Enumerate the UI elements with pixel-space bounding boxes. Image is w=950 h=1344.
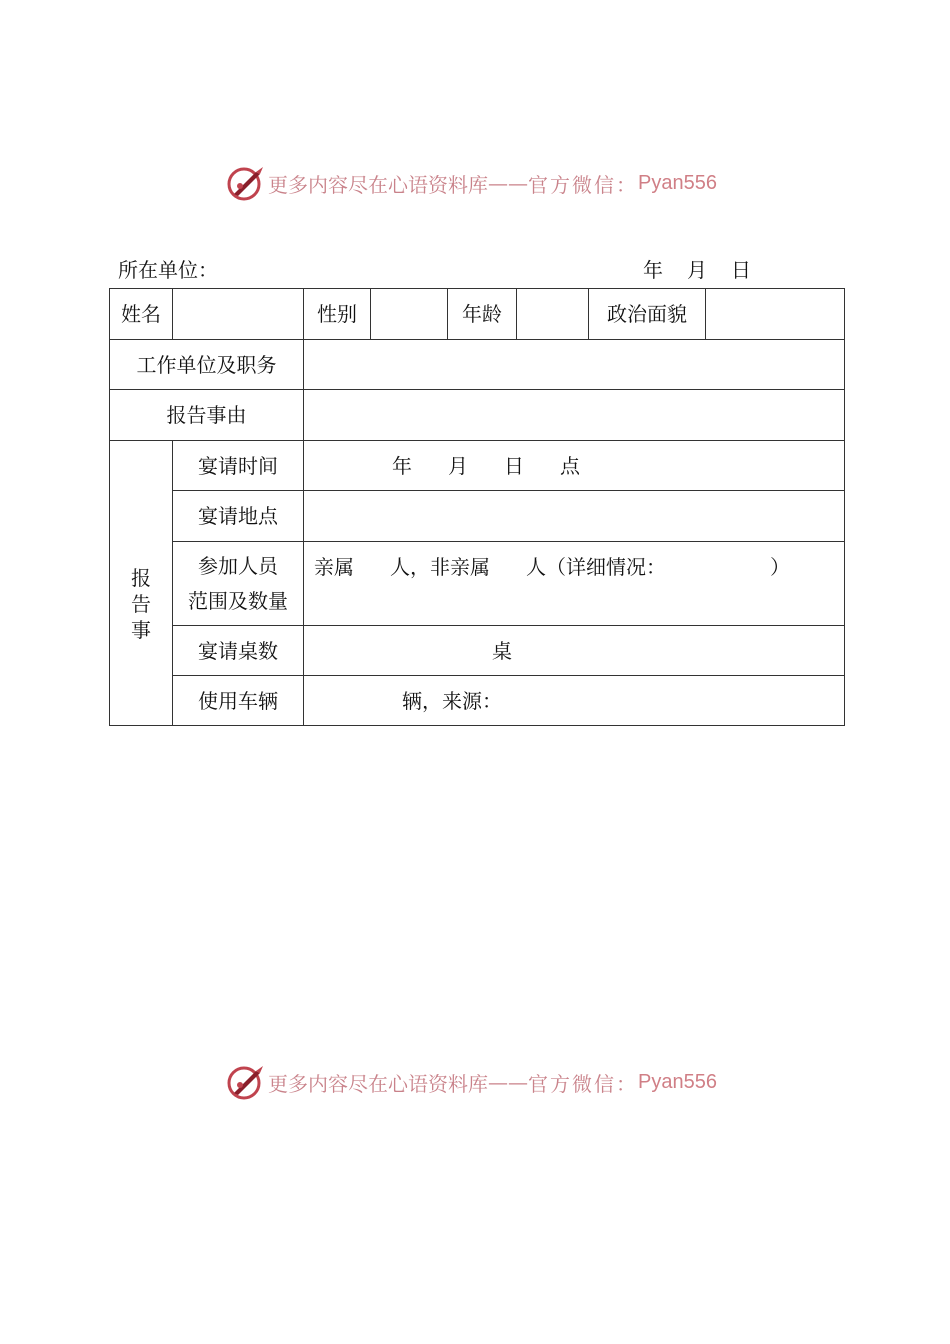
age-label: 年龄 bbox=[448, 289, 517, 340]
vehicle-label: 使用车辆 bbox=[173, 676, 304, 726]
section-label bbox=[110, 441, 173, 726]
tables-unit: 桌 bbox=[492, 638, 512, 663]
attendees-label-line-2: 范围及数量 bbox=[188, 588, 288, 613]
work-value[interactable] bbox=[304, 340, 845, 390]
watermark-dash-2: — bbox=[508, 171, 528, 195]
banquet-hour: 点 bbox=[560, 453, 580, 478]
banquet-place-label: 宴请地点 bbox=[173, 491, 304, 542]
attendees-value[interactable] bbox=[304, 542, 845, 626]
banquet-day: 日 bbox=[504, 453, 524, 478]
banquet-time-value[interactable] bbox=[304, 441, 845, 491]
watermark-dash: — bbox=[488, 171, 508, 195]
watermark-dash: — bbox=[488, 1070, 508, 1094]
watermark-bottom bbox=[226, 1062, 717, 1102]
section-char-1: 报 bbox=[131, 566, 151, 590]
header-year: 年 bbox=[643, 258, 663, 282]
header-day: 日 bbox=[731, 258, 751, 282]
watermark-account: Pyan556 bbox=[638, 171, 717, 194]
section-char-3: 事 bbox=[131, 618, 151, 642]
pen-logo-icon bbox=[226, 1063, 266, 1101]
watermark-text: 更多内容尽在心语资料库 bbox=[268, 1071, 488, 1096]
tables-label: 宴请桌数 bbox=[173, 626, 304, 676]
gender-value[interactable] bbox=[371, 289, 448, 340]
work-label: 工作单位及职务 bbox=[110, 340, 304, 390]
details-label: 人（详细情况： bbox=[526, 555, 666, 579]
section-char-2: 告 bbox=[131, 592, 151, 616]
unit-label: 所在单位： bbox=[118, 258, 218, 282]
reason-label: 报告事由 bbox=[110, 390, 304, 441]
watermark-official: 官方微信： bbox=[528, 172, 638, 197]
age-value[interactable] bbox=[517, 289, 589, 340]
attendees-label bbox=[173, 542, 304, 626]
vehicle-value[interactable] bbox=[304, 676, 845, 726]
reason-value[interactable] bbox=[304, 390, 845, 441]
watermark-official: 官方微信： bbox=[528, 1071, 638, 1096]
watermark-text: 更多内容尽在心语资料库 bbox=[268, 172, 488, 197]
banquet-time-label: 宴请时间 bbox=[173, 441, 304, 491]
political-label: 政治面貌 bbox=[589, 289, 706, 340]
report-form-table bbox=[109, 288, 845, 726]
non-relatives-label: 人，非亲属 bbox=[390, 555, 490, 579]
header-date bbox=[643, 254, 751, 283]
relatives-label: 亲属 bbox=[314, 555, 354, 579]
vehicle-source: 辆，来源： bbox=[402, 688, 502, 713]
watermark-dash-2: — bbox=[508, 1070, 528, 1094]
pen-logo-icon bbox=[226, 164, 266, 202]
watermark-top bbox=[226, 163, 717, 203]
name-label: 姓名 bbox=[110, 289, 173, 340]
banquet-year: 年 bbox=[392, 453, 412, 478]
header-month: 月 bbox=[687, 258, 707, 282]
tables-value[interactable] bbox=[304, 626, 845, 676]
watermark-account: Pyan556 bbox=[638, 1070, 717, 1093]
banquet-place-value[interactable] bbox=[304, 491, 845, 542]
name-value[interactable] bbox=[173, 289, 304, 340]
gender-label: 性别 bbox=[304, 289, 371, 340]
close-paren: ） bbox=[770, 555, 790, 579]
attendees-label-line-1: 参加人员 bbox=[198, 553, 278, 578]
political-value[interactable] bbox=[706, 289, 845, 340]
banquet-month: 月 bbox=[448, 453, 468, 478]
